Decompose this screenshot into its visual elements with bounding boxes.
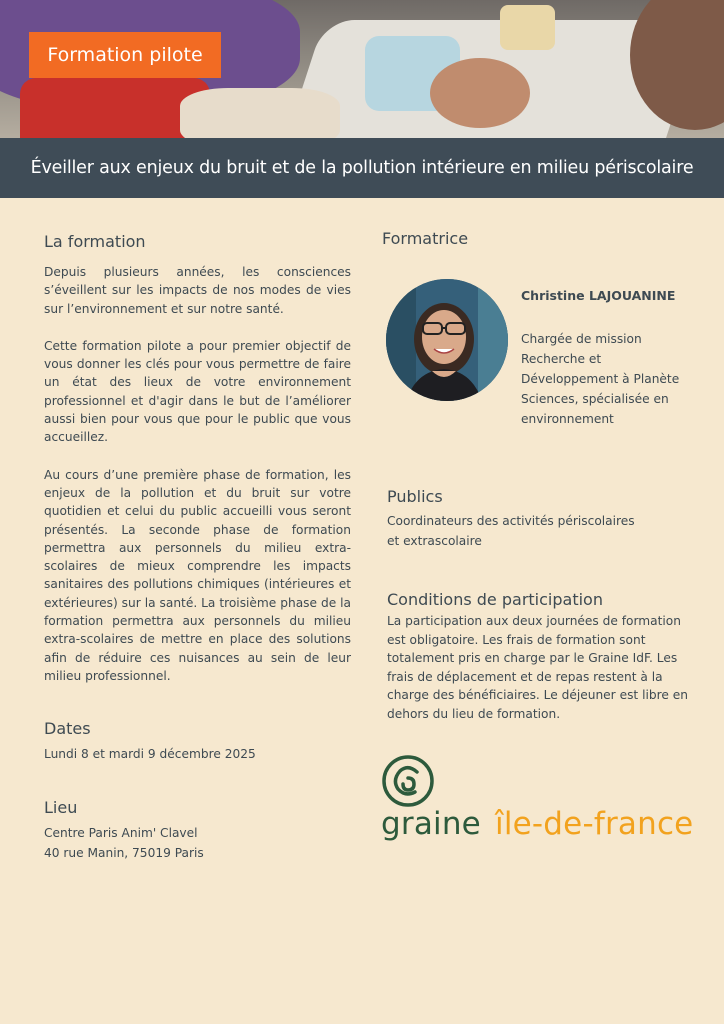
logo-word-region: île-de-france <box>495 806 694 842</box>
graine-logo-wordmark <box>381 806 693 842</box>
formation-paragraph-1: Depuis plusieurs années, les consciences s’éveillent sur les impacts de nos modes de vies sur l’environnement et sur notre santé. <box>44 265 351 316</box>
photo-hand <box>430 58 530 128</box>
role-line: Sciences, spécialisée en <box>521 392 669 406</box>
left-column <box>44 232 351 863</box>
portrait-illustration <box>386 279 508 401</box>
role-line: Chargée de mission <box>521 332 642 346</box>
page-title-bar <box>0 138 724 198</box>
dates-heading: Dates <box>44 719 91 739</box>
dates-text: Lundi 8 et mardi 9 décembre 2025 <box>44 747 256 762</box>
formatrice-role <box>521 329 679 429</box>
formatrice-name: Christine LAJOUANINE <box>521 288 676 303</box>
role-line: Recherche et <box>521 352 602 366</box>
photo-soap <box>500 5 555 50</box>
formation-paragraph-3: Au cours d’une première phase de formation, les enjeux de la pollution et du bruit sur votre quotidien et celui du public accueilli vous seront présentés. La seconde phase de formation permettra aux personnels du milieu extra-scolaires de mieux comprendre les impacts sanitaires des pollutions chimiques (intérieures et extérieures) sur la santé. La troisième phase de la formation permettra aux personnels du milieu extra-scolaires de mettre en place des solutions afin de réduire ces nuisances au sein de leur milieu professionnel. <box>44 467 351 683</box>
publics-text <box>387 511 635 551</box>
formatrice-portrait <box>386 279 508 401</box>
hero-photo <box>0 0 724 138</box>
photo-cloth <box>180 88 340 138</box>
publics-line: et extrascolaire <box>387 534 482 548</box>
publics-heading: Publics <box>387 487 443 506</box>
conditions-line: charge des bénéficiaires. Le déjeuner est libre en <box>387 688 688 703</box>
lieu-heading: Lieu <box>44 798 78 818</box>
formation-paragraph-2: Cette formation pilote a pour premier objectif de vous donner les clés pour vous permettre de faire un état des lieux de votre environnement professionnel et d'agir dans le but de l’améliorer aussi bien pour vous que pour le public que vous accueillez. <box>44 338 351 445</box>
conditions-line: frais de déplacement et de repas restent à la <box>387 669 663 684</box>
publics-line: Coordinateurs des activités périscolaires <box>387 514 635 528</box>
formation-pilote-badge: Formation pilote <box>29 32 221 78</box>
role-line: environnement <box>521 412 614 426</box>
lieu-name: Centre Paris Anim' Clavel <box>44 826 198 841</box>
formation-heading: La formation <box>44 232 146 251</box>
lieu-address: 40 rue Manin, 75019 Paris <box>44 846 204 861</box>
role-line: Développement à Planète <box>521 372 680 386</box>
logo-word-graine: graine <box>381 806 481 842</box>
conditions-line: dehors du lieu de formation. <box>387 706 561 721</box>
conditions-text <box>387 612 707 724</box>
formatrice-heading: Formatrice <box>382 229 469 248</box>
page-title: Éveiller aux enjeux du bruit et de la pollution intérieure en milieu périscolaire <box>30 158 694 178</box>
conditions-heading: Conditions de participation <box>387 590 603 609</box>
graine-logo-icon <box>381 754 435 808</box>
conditions-line: est obligatoire. Les frais de formation sont <box>387 632 646 647</box>
conditions-line: totalement pris en charge par le Graine IdF. Les <box>387 651 678 666</box>
conditions-line: La participation aux deux journées de formation <box>387 614 681 628</box>
